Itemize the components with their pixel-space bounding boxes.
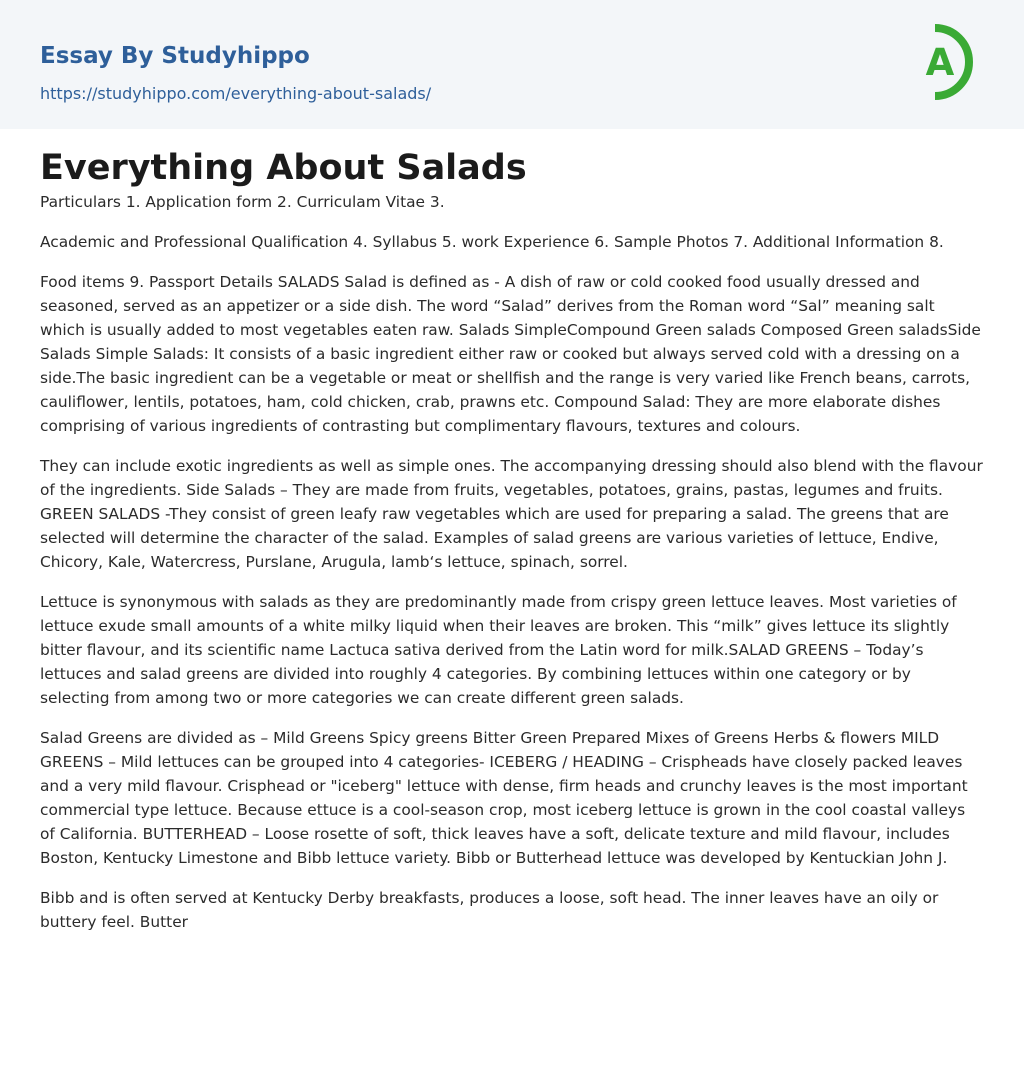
logo-letter: A xyxy=(925,41,955,84)
article-paragraph: Bibb and is often served at Kentucky Derby breakfasts, produces a loose, soft head. The inner leaves have an oily or buttery feel. Butter xyxy=(40,889,939,931)
article-paragraph: Academic and Professional Qualification 4. Syllabus 5. work Experience 6. Sample Photos 7. Additional Information 8. xyxy=(40,233,944,251)
article-paragraph: Salad Greens are divided as – Mild Greens Spicy greens Bitter Green Prepared Mixes of Greens Herbs & flowers MILD GREENS – Mild lettuces can be grouped into 4 categories- ICEBERG / HEADING – Crispheads have closely packed leaves and a very mild flavour. Crisphead or "iceberg" lettuce with dense, firm heads and crunchy leaves is the most important commercial type lettuce. Because ettuce is a cool-season crop, most iceberg lettuce is grown in the cool coastal valleys of California. BUTTERHEAD – Loose rosette of soft, thick leaves have a soft, delicate texture and mild flavour, includes Boston, Kentucky Limestone and Bibb lettuce variety. Bibb or Butterhead lettuce was developed by Kentuckian John J. xyxy=(40,729,968,867)
article-paragraph: Particulars 1. Application form 2. Curriculam Vitae 3. xyxy=(40,193,445,211)
article-paragraph: Lettuce is synonymous with salads as they are predominantly made from crispy green lettuce leaves. Most varieties of lettuce exude small amounts of a white milky liquid when their leaves are broken. This “milk” gives lettuce its slightly bitter flavour, and its scientific name Lactuca sativa derived from the Latin word for milk.SALAD GREENS – Today’s lettuces and salad greens are divided into roughly 4 categories. By combining lettuces within one category or by selecting from among two or more categories we can create different green salads. xyxy=(40,593,957,707)
brand-title: Essay By Studyhippo xyxy=(40,43,310,69)
studyhippo-logo-icon[interactable] xyxy=(912,19,986,105)
article-paragraph: Food items 9. Passport Details SALADS Salad is defined as - A dish of raw or cold cooked food usually dressed and seasoned, served as an appetizer or a side dish. The word “Salad” derives from the Roman word “Sal” meaning salt which is usually added to most vegetables eaten raw. Salads SimpleCompound Green salads Composed Green saladsSide Salads Simple Salads: It consists of a basic ingredient either raw or cooked but always served cold with a dressing on a side.The basic ingredient can be a vegetable or meat or shellfish and the range is very varied like French beans, carrots, cauliflower, lentils, potatoes, ham, cold chicken, crab, prawns etc. Compound Salad: They are more elaborate dishes comprising of various ingredients of contrasting but complimentary flavours, textures and colours. xyxy=(40,273,981,435)
source-url-link[interactable]: https://studyhippo.com/everything-about-salads/ xyxy=(40,84,432,103)
article-paragraph: They can include exotic ingredients as well as simple ones. The accompanying dressing should also blend with the flavour of the ingredients. Side Salads – They are made from fruits, vegetables, potatoes, grains, pastas, legumes and fruits. GREEN SALADS -They consist of green leafy raw vegetables which are used for preparing a salad. The greens that are selected will determine the character of the salad. Examples of salad greens are various varieties of lettuce, Endive, Chicory, Kale, Watercress, Purslane, Arugula, lamb‘s lettuce, spinach, sorrel. xyxy=(40,457,983,571)
article-title: Everything About Salads xyxy=(40,148,527,188)
article xyxy=(0,129,1024,934)
site-header xyxy=(0,0,1024,129)
